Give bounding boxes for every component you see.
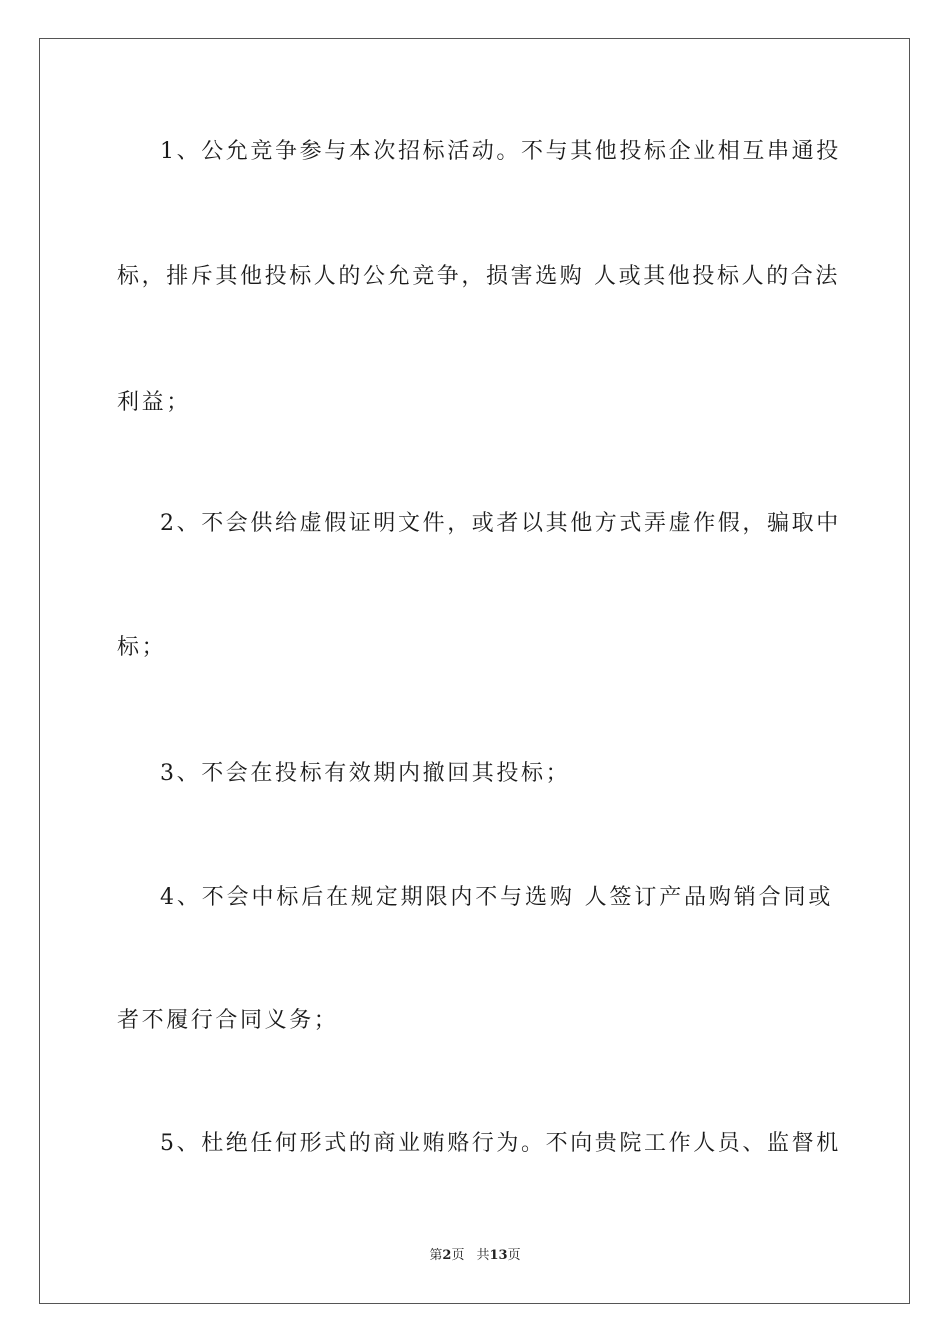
paragraph-1-line-1: 1、公允竞争参与本次招标活动。不与其他投标企业相互串通投	[160, 139, 841, 164]
paragraph-4-line-1: 4、不会中标后在规定期限内不与选购 人签订产品购销合同或	[160, 885, 833, 910]
footer-total-suffix: 页	[507, 1248, 521, 1263]
footer-page-prefix: 第	[429, 1248, 443, 1263]
footer-page-number: 2	[442, 1248, 452, 1263]
page-frame	[39, 38, 910, 1304]
paragraph-1-line-3: 利益；	[117, 390, 191, 415]
paragraph-2-line-2: 标；	[117, 635, 167, 660]
paragraph-2-line-1: 2、不会供给虚假证明文件，或者以其他方式弄虚作假，骗取中	[160, 511, 841, 536]
paragraph-5-line-1: 5、杜绝任何形式的商业贿赂行为。不向贵院工作人员、监督机	[160, 1131, 841, 1156]
footer-page-suffix: 页	[451, 1248, 465, 1263]
paragraph-4-line-2: 者不履行合同义务；	[117, 1008, 339, 1033]
paragraph-3-line-1: 3、不会在投标有效期内撤回其投标；	[160, 761, 571, 786]
page-footer	[0, 1247, 950, 1265]
footer-total-prefix: 共	[476, 1248, 490, 1263]
footer-total-number: 13	[489, 1248, 508, 1263]
paragraph-1-line-2: 标，排斥其他投标人的公允竞争，损害选购 人或其他投标人的合法	[117, 264, 840, 289]
